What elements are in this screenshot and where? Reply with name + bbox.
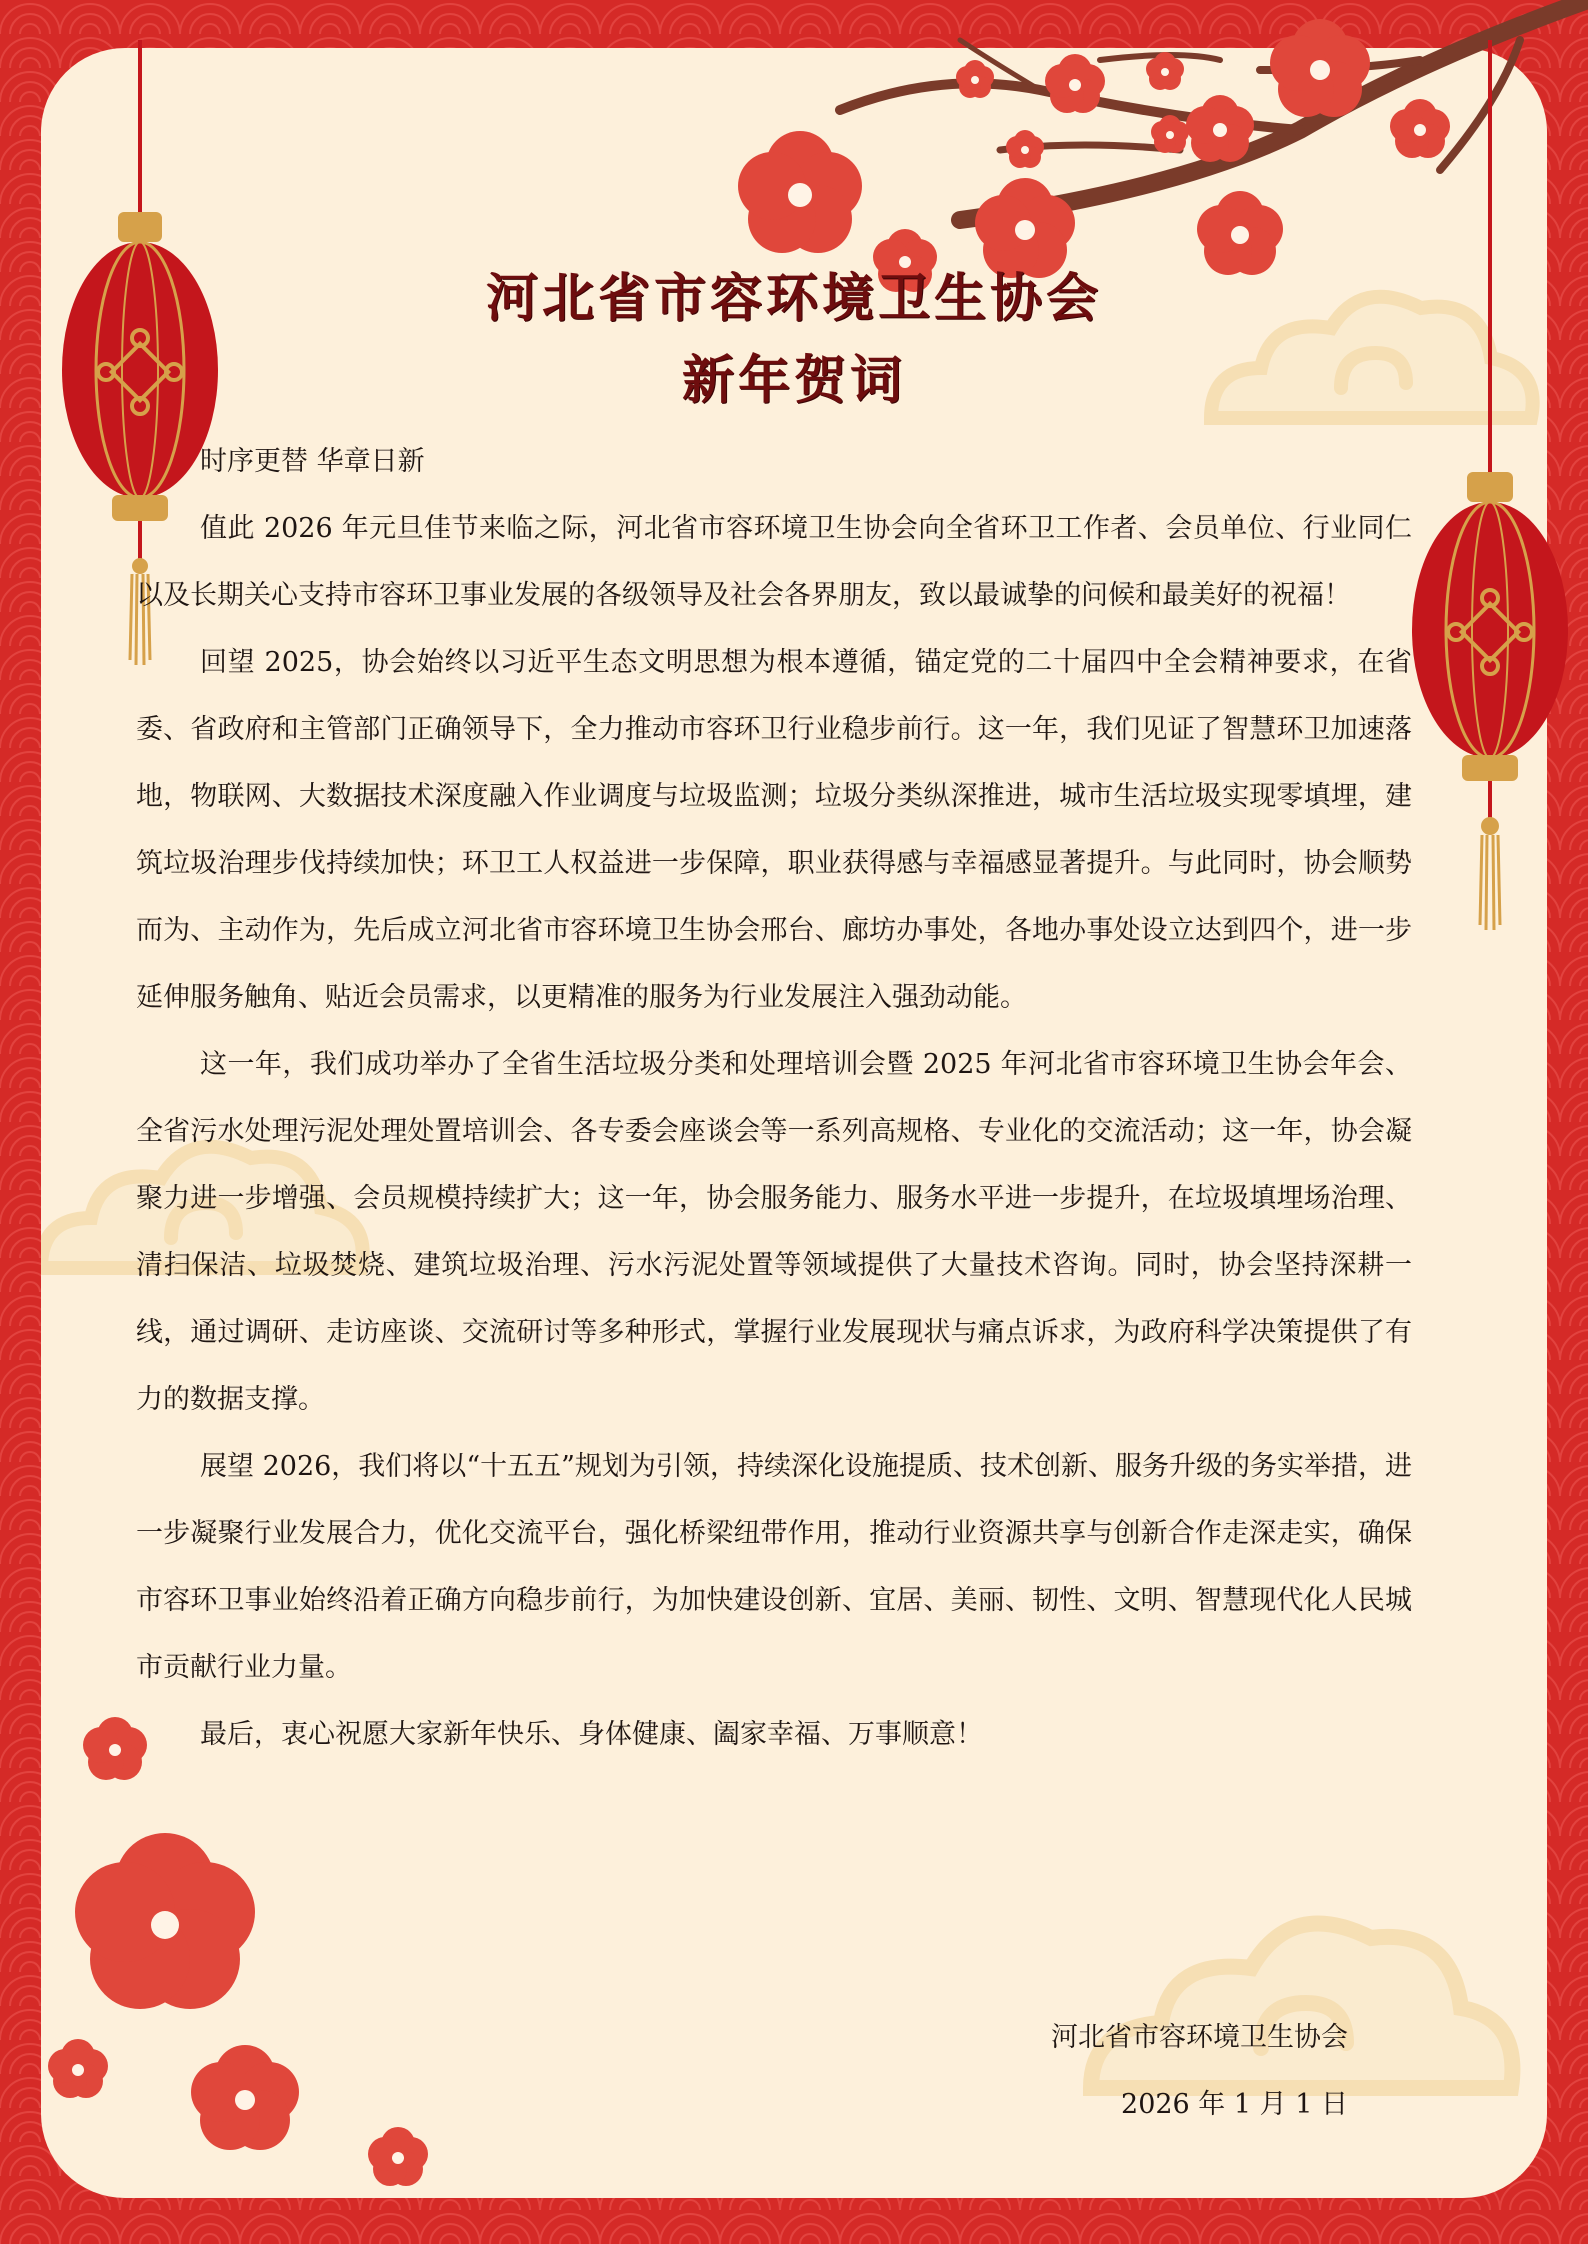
signature-date: 2026 年 1 月 1 日 — [1121, 2089, 1348, 2120]
letter-title — [0, 258, 1588, 422]
paragraph-activities: 这一年，我们成功举办了全省生活垃圾分类和处理培训会暨 2025 年河北省市容环境卫生协会年会、全省污水处理污泥处理处置培训会、各专委会座谈会等一系列高规格、专业化的交流活动；这一年，协会凝聚力进一步增强、会员规模持续扩大；这一年，协会服务能力、服务水平进一步提升，在垃圾填埋场治理、清扫保洁、垃圾焚烧、建筑垃圾治理、污水污泥处置等领域提供了大量技术咨询。同时，协会坚持深耕一线，通过调研、走访座谈、交流研讨等多种形式，掌握行业发展现状与痛点诉求，为政府科学决策提供了有力的数据支撑。 — [136, 1049, 1412, 1415]
paragraph-review-2025: 回望 2025，协会始终以习近平生态文明思想为根本遵循，锚定党的二十届四中全会精神要求，在省委、省政府和主管部门正确领导下，全力推动市容环卫行业稳步前行。这一年，我们见证了智慧环卫加速落地，物联网、大数据技术深度融入作业调度与垃圾监测；垃圾分类纵深推进，城市生活垃圾实现零填埋，建筑垃圾治理步伐持续加快；环卫工人权益进一步保障，职业获得感与幸福感显著提升。与此同时，协会顺势而为、主动作为，先后成立河北省市容环境卫生协会邢台、廊坊办事处，各地办事处设立达到四个，进一步延伸服务触角、贴近会员需求，以更精准的服务为行业发展注入强劲动能。 — [136, 647, 1412, 1013]
plum-blossom-cluster — [30, 1700, 450, 2220]
paragraph-closing-wishes: 最后，衷心祝愿大家新年快乐、身体健康、阖家幸福、万事顺意！ — [200, 1719, 983, 1750]
title-line-new-year-message: 新年贺词 — [681, 350, 906, 411]
greeting-line: 时序更替 华章日新 — [200, 446, 425, 477]
signature-block — [1051, 2004, 1348, 2138]
signature-organization: 河北省市容环境卫生协会 — [1051, 2022, 1348, 2053]
letter-body — [136, 428, 1412, 1768]
paragraph-new-year-wishes: 值此 2026 年元旦佳节来临之际，河北省市容环境卫生协会向全省环卫工作者、会员单位、行业同仁以及长期关心支持市容环卫事业发展的各级领导及社会各界朋友，致以最诚挚的问候和最美好的祝福！ — [136, 513, 1412, 611]
paragraph-outlook-2026: 展望 2026，我们将以“十五五”规划为引领，持续深化设施提质、技术创新、服务升级的务实举措，进一步凝聚行业发展合力，优化交流平台，强化桥梁纽带作用，推动行业资源共享与创新合作走深走实，确保市容环卫事业始终沿着正确方向稳步前行，为加快建设创新、宜居、美丽、韧性、文明、智慧现代化人民城市贡献行业力量。 — [136, 1451, 1412, 1683]
lantern-right-icon — [1405, 40, 1575, 940]
title-line-organization: 河北省市容环境卫生协会 — [485, 268, 1102, 329]
